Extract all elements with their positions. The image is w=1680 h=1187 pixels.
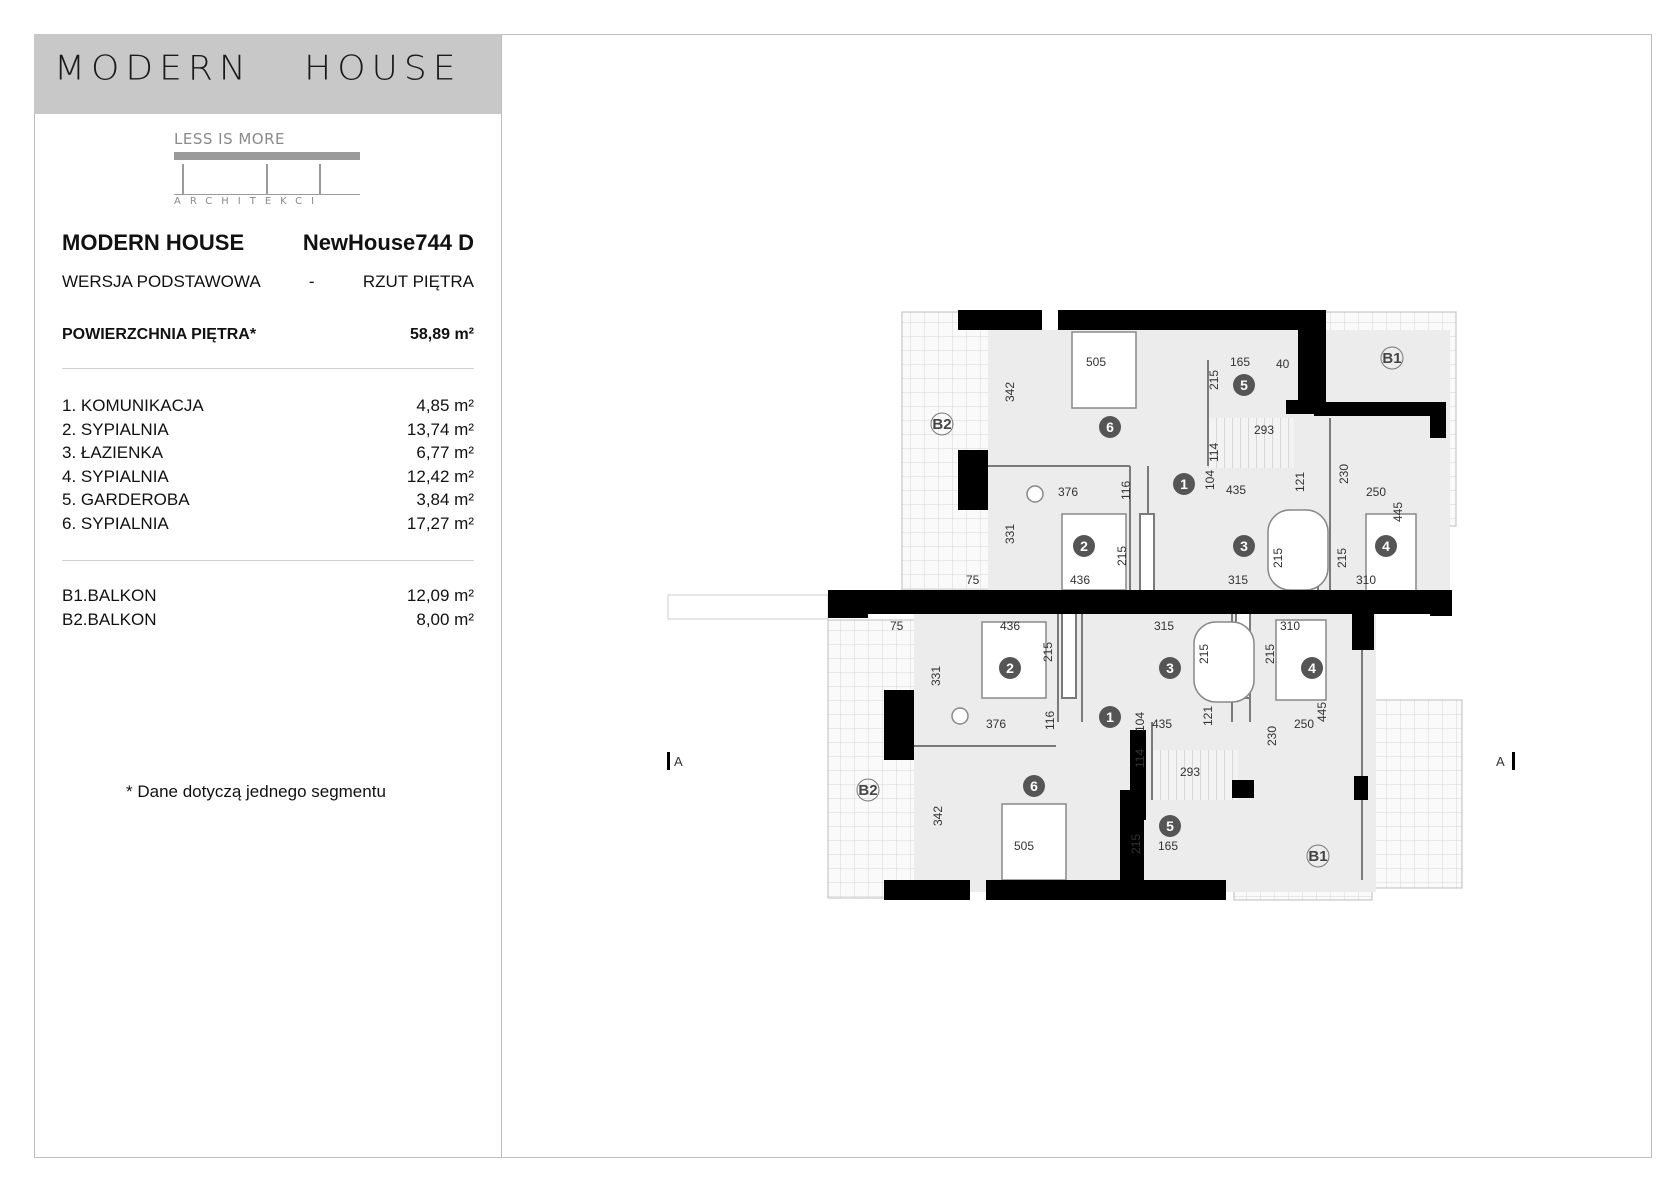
section-marker-right [1496, 752, 1515, 770]
dimension-label: 116 [1119, 480, 1133, 500]
svg-text:2: 2 [1006, 660, 1014, 676]
dimension-label: 215 [1129, 833, 1143, 854]
dimension-label: 215 [1041, 641, 1055, 662]
dimension-label: 215 [1335, 547, 1349, 568]
room-area: 12,42 m² [406, 466, 474, 486]
dimension-label: 505 [1014, 839, 1035, 853]
room-marker [1073, 535, 1095, 557]
dimension-label: 376 [1058, 485, 1079, 499]
svg-text:6: 6 [1106, 419, 1114, 435]
dimension-label: 505 [1086, 355, 1107, 369]
svg-text:6: 6 [1030, 778, 1038, 794]
room-marker [999, 657, 1021, 679]
balcony-area: 8,00 m² [416, 609, 474, 629]
room-area: 17,27 m² [406, 513, 474, 533]
project-name: MODERN HOUSE [62, 230, 245, 255]
dimension-label: 215 [1271, 547, 1285, 568]
room-marker [1159, 815, 1181, 837]
dimension-label: 121 [1201, 705, 1215, 726]
dimension-label: 445 [1391, 501, 1405, 522]
dimension-label: 75 [966, 573, 980, 587]
svg-text:3: 3 [1240, 538, 1248, 554]
dimension-label: 293 [1254, 423, 1275, 437]
section-label: A [1496, 754, 1505, 769]
room-area: 6,77 m² [416, 443, 474, 462]
logo-subtitle: ARCHITEKCI [174, 196, 324, 207]
dimension-label: 75 [890, 619, 904, 633]
dimension-label: 250 [1366, 485, 1387, 499]
dimension-label: 215 [1197, 643, 1211, 664]
dimension-label: 230 [1337, 463, 1351, 484]
dimension-label: 121 [1293, 471, 1307, 492]
dimension-label: 310 [1356, 573, 1377, 587]
project-version: WERSJA PODSTAWOWA [62, 272, 261, 291]
room-label: 4. SYPIALNIA [62, 466, 169, 486]
dimension-label: 40 [1276, 357, 1290, 371]
dimension-label: 114 [1133, 748, 1147, 768]
project-view: RZUT PIĘTRA [362, 272, 474, 291]
balcony-label: B2.BALKON [62, 609, 157, 629]
room-label: 1. KOMUNIKACJA [62, 396, 204, 415]
balcony-tag: B1 [1308, 848, 1328, 865]
section-marker-left [667, 752, 683, 770]
svg-text:4: 4 [1308, 660, 1316, 676]
dimension-label: 435 [1152, 717, 1173, 731]
room-label: 3. ŁAZIENKA [62, 443, 164, 462]
dimension-label: 342 [1003, 381, 1017, 402]
balcony-label: B1.BALKON [62, 586, 157, 605]
header-title: MODERN HOUSE [54, 49, 462, 88]
dimension-label: 104 [1203, 469, 1217, 490]
room-marker [1233, 374, 1255, 396]
balcony-tag: B2 [932, 416, 952, 433]
dimension-label: 315 [1228, 573, 1249, 587]
double-bed [1072, 332, 1136, 408]
dimension-label: 215 [1263, 643, 1277, 664]
dimension-label: 104 [1133, 711, 1147, 732]
dimension-label: 376 [986, 717, 1007, 731]
room-marker [1099, 706, 1121, 728]
project-code: NewHouse744 D [302, 230, 474, 255]
canopy-outline [668, 595, 828, 619]
dimension-label: 114 [1207, 442, 1221, 462]
svg-text:5: 5 [1166, 818, 1174, 834]
dimension-label: 165 [1158, 839, 1179, 853]
svg-text:1: 1 [1106, 709, 1114, 725]
chair [952, 708, 968, 724]
dimension-label: 331 [929, 665, 943, 686]
dimension-label: 230 [1265, 725, 1279, 746]
svg-text:5: 5 [1240, 377, 1248, 393]
dimension-label: 436 [1000, 619, 1021, 633]
room-marker [1301, 657, 1323, 679]
dimension-label: 315 [1154, 619, 1175, 633]
balcony-tag: B2 [858, 782, 878, 799]
room-marker [1159, 657, 1181, 679]
svg-text:4: 4 [1382, 538, 1390, 554]
room-marker [1023, 775, 1045, 797]
room-marker [1375, 535, 1397, 557]
room-label: 2. SYPIALNIA [62, 419, 169, 439]
dimension-label: 215 [1115, 545, 1129, 566]
svg-text:2: 2 [1080, 538, 1088, 554]
dimension-label: 342 [931, 805, 945, 826]
room-marker [1099, 416, 1121, 438]
room-label: 5. GARDEROBA [62, 490, 190, 509]
room-area: 4,85 m² [416, 396, 474, 415]
dimension-label: 165 [1230, 355, 1251, 369]
svg-text:1: 1 [1180, 476, 1188, 492]
dimension-label: 310 [1280, 619, 1301, 633]
room-marker [1233, 535, 1255, 557]
footnote: * Dane dotyczą jednego segmentu [126, 782, 386, 801]
dimension-label: 250 [1294, 717, 1315, 731]
floor-area-value: 58,89 m² [409, 326, 474, 343]
chair [1027, 486, 1043, 502]
room-area: 13,74 m² [406, 419, 474, 439]
balcony-tag: B1 [1382, 350, 1402, 367]
logo-tagline: LESS IS MORE [174, 130, 286, 148]
dimension-label: 293 [1180, 765, 1201, 779]
dimension-label: 331 [1003, 523, 1017, 544]
room-marker [1173, 473, 1195, 495]
balcony-area: 12,09 m² [406, 586, 474, 605]
floor-area-label: POWIERZCHNIA PIĘTRA* [62, 326, 257, 343]
dimension-label: 435 [1226, 483, 1247, 497]
dimension-label: 436 [1070, 573, 1091, 587]
project-separator: - [308, 272, 315, 291]
svg-text:3: 3 [1166, 660, 1174, 676]
balcony-b1-deck [1370, 700, 1462, 888]
dimension-label: 215 [1207, 369, 1221, 390]
dimension-label: 445 [1315, 701, 1329, 722]
room-area: 3,84 m² [416, 490, 474, 509]
room-label: 6. SYPIALNIA [62, 513, 169, 533]
section-label: A [674, 754, 683, 769]
dimension-label: 116 [1043, 710, 1057, 730]
